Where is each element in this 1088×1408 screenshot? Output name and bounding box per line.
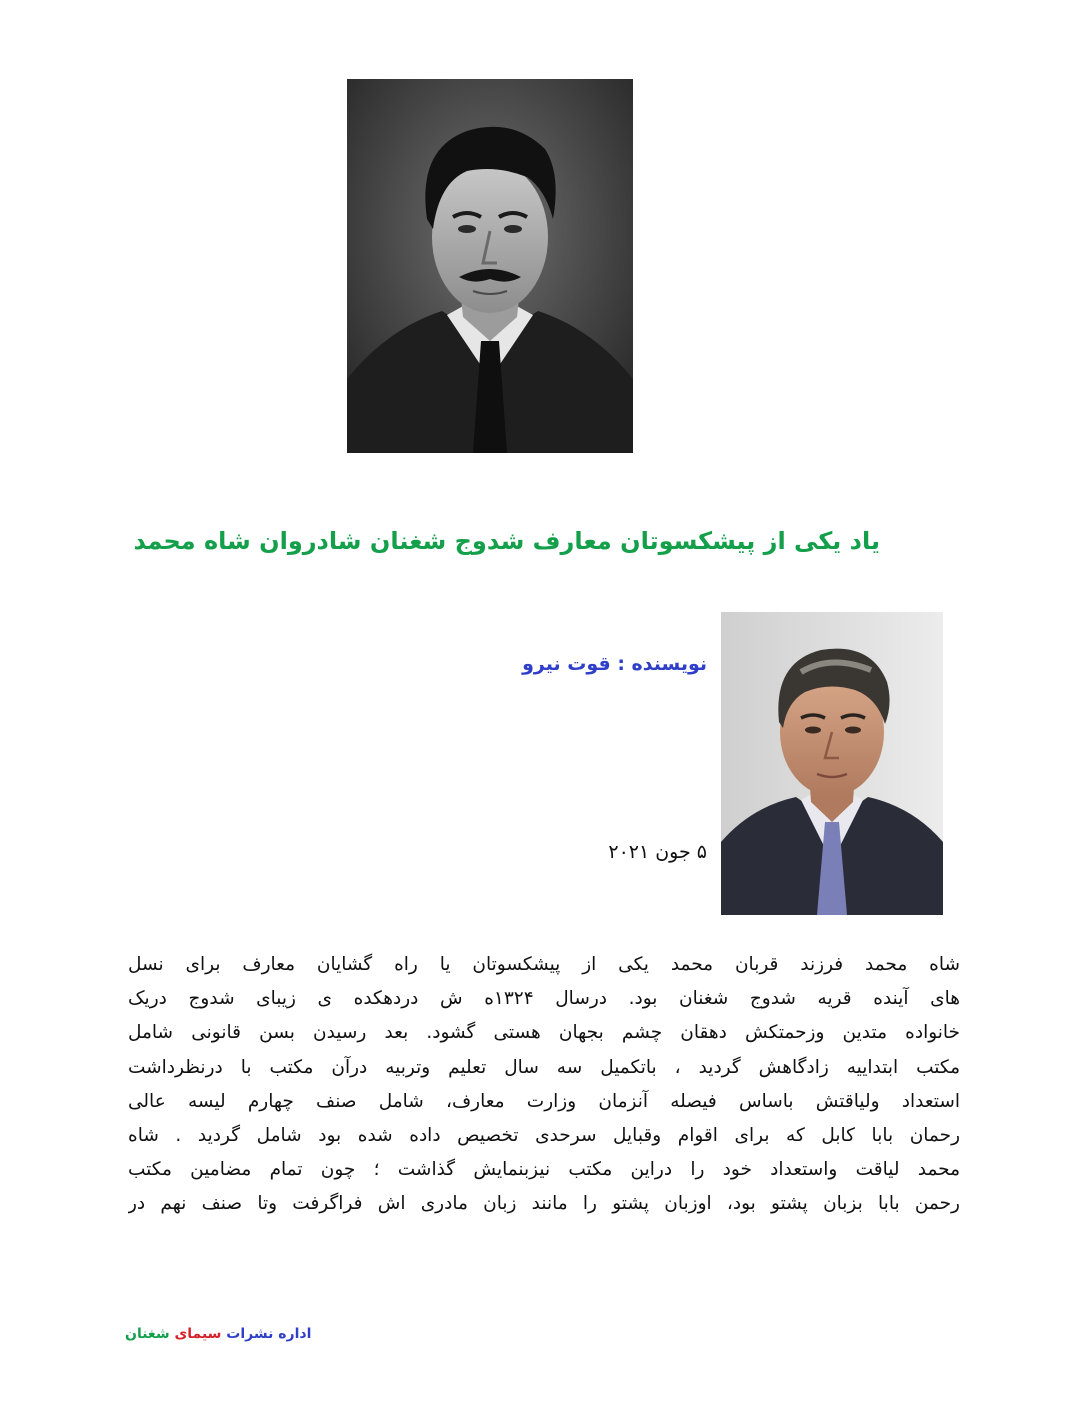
footer-part-simay: سیمای: [169, 1326, 222, 1342]
publish-date: ۵ جون ۲۰۲۱: [608, 841, 707, 863]
body-line: رحمن بابا بزبان پشتو بود، اوزبان پشتو را مانند زبان مادری اش فراگرفت وتا صنف نهم در: [128, 1193, 960, 1215]
body-line: شاه محمد فرزند قربان محمد یکی از پیشکسوتان یا راه گشایان معارف برای نسل: [128, 954, 960, 975]
footer-part-publisher: اداره نشرات: [221, 1326, 312, 1342]
publisher-footer: [125, 1324, 311, 1344]
portrait-photo-author: [721, 612, 943, 915]
portrait-photo-shah-mohammad: [347, 79, 633, 453]
body-line: های آینده قریه شدوج شغنان بود. درسال ۱۳۲۴ه ش دردهکده ی زیبای شدوج دریک: [128, 988, 960, 1010]
article-body: [128, 948, 960, 1222]
body-line: محمد لیاقت واستعداد خود را دراین مکتب نیزبنمایش گذاشت ؛ چون تمام مضامین مکتب: [128, 1159, 960, 1181]
body-line: مکتب ابتداییه زادگاهش گردید ، باتکمیل سه سال تعلیم وتربیه درآن مکتب با درنظرداشت: [128, 1056, 960, 1078]
body-line: استعداد ولیاقتش باساس فیصله آنزمان وزارت معارف، شامل صنف چهارم لیسه عالی: [128, 1090, 960, 1112]
article-title: یاد یکی از پیشکسوتان معارف شدوج شغنان شادروان شاه محمد: [133, 527, 880, 555]
footer-part-shughnan: شغنان: [125, 1326, 170, 1342]
body-line: رحمان بابا کابل که برای اقوام وقبایل سرحدی تخصیص داده شده بود شامل گردید . شاه: [128, 1124, 960, 1146]
author-line: نویسنده : قوت نیرو: [522, 653, 707, 675]
body-line: خانواده متدین وزحمتکش دهقان چشم بجهان هستی گشود. بعد رسیدن بسن قانونی شامل: [128, 1022, 960, 1044]
